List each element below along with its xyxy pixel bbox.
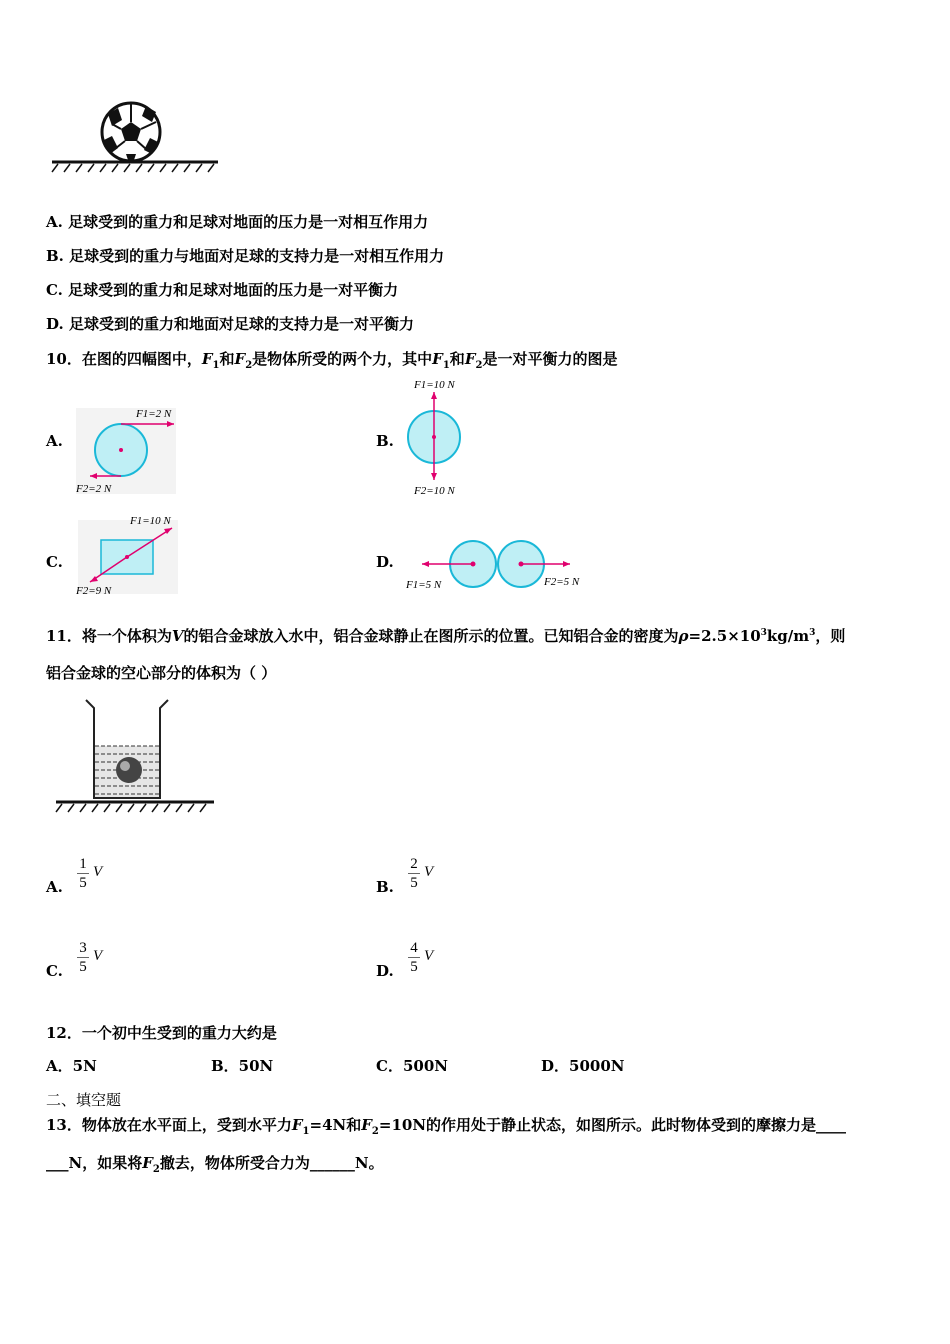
q11-option-c-fraction: 3 5 V — [77, 940, 89, 975]
q11-stem: 11．将一个体积为V的铝合金球放入水中，铝合金球静止在图所示的位置。已知铝合金的密度为$\rho=2.5\times 10^3kg/m^3$，则 — [46, 627, 846, 645]
q10-a-f2-label: F2=2 N — [76, 483, 112, 495]
q11-stem-line2: 铝合金球的空心部分的体积为（ ） — [46, 664, 277, 682]
q9-option-a[interactable]: A. 足球受到的重力和足球对地面的压力是一对相互作用力 — [46, 213, 429, 231]
q11-option-a-label[interactable]: A. — [46, 878, 63, 896]
q11-option-a-fraction: 1 5 V — [77, 856, 89, 891]
beaker-figure — [54, 694, 218, 814]
q10-c-f1-label: F1=10 N — [130, 515, 171, 527]
q12-option-d[interactable]: D．5000N — [541, 1057, 625, 1075]
q10-option-d-label[interactable]: D. — [376, 553, 394, 571]
q11-option-b-label[interactable]: B. — [376, 878, 394, 896]
q10-b-f2-label: F2=10 N — [414, 485, 455, 497]
q12-option-c[interactable]: C．500N — [376, 1057, 448, 1075]
q10-c-f2-label: F2=9 N — [76, 585, 112, 597]
q11-option-b-fraction: 2 5 V — [408, 856, 420, 891]
section-title: 二、填空题 — [46, 1091, 122, 1109]
q11-option-d-label[interactable]: D. — [376, 962, 394, 980]
soccer-ball-figure — [46, 96, 222, 176]
q11-option-d-fraction: 4 5 V — [408, 940, 420, 975]
q10-figure-c — [74, 510, 186, 600]
q10-option-a-label[interactable]: A. — [46, 432, 63, 450]
q10-d-f2-label: F2=5 N — [544, 576, 580, 588]
q10-option-c-label[interactable]: C. — [46, 553, 63, 571]
q10-figure-d — [404, 536, 596, 594]
q10-stem: 10．在图的四幅图中，$F_1$和$F_2$是物体所受的两个力，其中$F_1$和$F_2$是一对平衡力的图是 — [46, 350, 618, 371]
q10-figure-b — [400, 376, 480, 498]
q13-blank-2[interactable]: ______ — [309, 1154, 355, 1172]
q10-b-f1-label: F1=10 N — [414, 379, 455, 391]
q9-option-d[interactable]: D. 足球受到的重力和地面对足球的支持力是一对平衡力 — [46, 315, 414, 333]
q13-stem-line2: ___N，如果将$F_2$撤去，物体所受合力为______N。 — [46, 1154, 384, 1175]
q9-option-c[interactable]: C. 足球受到的重力和足球对地面的压力是一对平衡力 — [46, 281, 399, 299]
q9-option-b[interactable]: B. 足球受到的重力与地面对足球的支持力是一对相互作用力 — [46, 247, 445, 265]
q10-d-f1-label: F1=5 N — [406, 579, 442, 591]
q13-blank-1[interactable]: ____ — [816, 1116, 847, 1134]
q11-option-c-label[interactable]: C. — [46, 962, 63, 980]
q10-a-f1-label: F1=2 N — [136, 408, 172, 420]
q13-blank-1-cont[interactable]: ___ — [46, 1154, 69, 1172]
q12-stem: 12．一个初中生受到的重力大约是 — [46, 1024, 277, 1042]
q10-option-b-label[interactable]: B. — [376, 432, 394, 450]
q13-stem: 13．物体放在水平面上，受到水平力$F_1=4N$和$F_2=10N$的作用处于静止状态，如图所示。此时物体受到的摩擦力是____ — [46, 1116, 847, 1137]
q10-figure-a — [74, 404, 184, 496]
q12-option-b[interactable]: B．50N — [211, 1057, 274, 1075]
q12-option-a[interactable]: A．5N — [46, 1057, 97, 1075]
